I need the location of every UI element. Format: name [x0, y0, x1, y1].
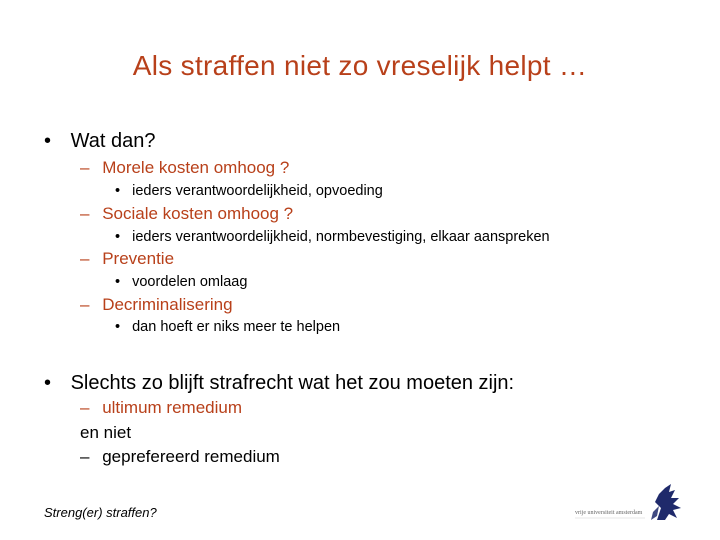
- bullet-dot-icon: •: [115, 274, 121, 290]
- dash-icon: –: [80, 295, 90, 314]
- dash-icon: –: [80, 204, 90, 223]
- sub-bullet-item: [80, 204, 293, 224]
- dash-icon: –: [80, 398, 90, 417]
- sub-bullet-text: ultimum remedium: [102, 398, 243, 417]
- university-logo: [575, 482, 685, 522]
- sub-bullet-text: geprefereerd remedium: [102, 447, 280, 466]
- bullet-dot-icon: •: [44, 372, 52, 394]
- sub-bullet-text: Morele kosten omhoog ?: [102, 158, 290, 177]
- sub-sub-bullet-item: [115, 229, 550, 245]
- bullet-dot-icon: •: [115, 183, 121, 199]
- sub-sub-bullet-text: ieders verantwoordelijkheid, opvoeding: [132, 183, 383, 199]
- sub-bullet-text: Preventie: [102, 249, 175, 268]
- sub-bullet-item: [80, 447, 280, 467]
- footer-text: Streng(er) straffen?: [44, 505, 157, 520]
- sub-bullet-item: [80, 295, 233, 315]
- sub-bullet-item: [80, 398, 242, 418]
- sub-sub-bullet-text: voordelen omlaag: [132, 274, 248, 290]
- sub-sub-bullet-text: ieders verantwoordelijkheid, normbevestiging, elkaar aanspreken: [132, 229, 550, 245]
- bullet-text: Wat dan?: [70, 130, 156, 152]
- sub-sub-bullet-item: [115, 319, 340, 335]
- sub-bullet-text: Decriminalisering: [102, 295, 233, 314]
- sub-bullet-item: [80, 249, 174, 269]
- dash-icon: –: [80, 158, 90, 177]
- bullet-item: [44, 372, 514, 395]
- sub-sub-bullet-item: [115, 274, 247, 290]
- sub-bullet-continuation: en niet: [80, 423, 132, 442]
- logo-text: vrije universiteit amsterdam: [575, 510, 643, 516]
- page-title: Als straffen niet zo vreselijk helpt …: [132, 50, 588, 81]
- bullet-dot-icon: •: [115, 229, 121, 245]
- bullet-text: Slechts zo blijft strafrecht wat het zou moeten zijn:: [70, 372, 515, 394]
- sub-sub-bullet-text: dan hoeft er niks meer te helpen: [132, 319, 341, 335]
- bullet-dot-icon: •: [44, 130, 52, 152]
- bullet-dot-icon: •: [115, 319, 121, 335]
- bullet-item: [44, 130, 155, 153]
- sub-sub-bullet-item: [115, 183, 383, 199]
- dash-icon: –: [80, 447, 90, 466]
- sub-bullet-item: [80, 158, 289, 178]
- griffin-icon: [575, 482, 685, 522]
- sub-bullet-text: Sociale kosten omhoog ?: [102, 204, 294, 223]
- dash-icon: –: [80, 249, 90, 268]
